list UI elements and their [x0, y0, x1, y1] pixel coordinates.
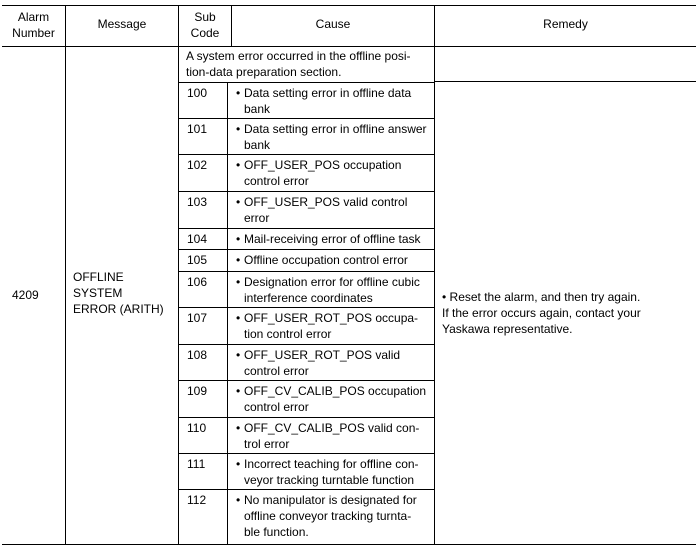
- bullet-icon: •: [236, 348, 241, 362]
- row-divider: [178, 307, 434, 308]
- cause-line: error: [244, 211, 270, 225]
- sub-code: 106: [187, 275, 208, 289]
- remedy-line: • Reset the alarm, and then try again.: [442, 290, 641, 304]
- bullet-icon: •: [236, 275, 241, 289]
- message-line: SYSTEM: [73, 286, 123, 300]
- cause-text: [236, 310, 432, 342]
- row-divider: [178, 380, 434, 381]
- sub-code: 110: [187, 421, 207, 435]
- sub-code: 111: [187, 457, 206, 471]
- cause-line: OFF_CV_CALIB_POS occupation: [244, 384, 427, 398]
- header-sub-code: [179, 9, 231, 41]
- bullet-icon: •: [236, 195, 241, 209]
- row-divider: [178, 191, 434, 192]
- cause-line: Data setting error in offline answer: [244, 122, 427, 136]
- sub-code: 102: [187, 158, 208, 172]
- alarm-message: [73, 269, 164, 317]
- row-divider: [178, 271, 434, 272]
- sub-code: 107: [187, 311, 208, 325]
- sub-code: 100: [187, 86, 208, 100]
- sub-code: 104: [187, 232, 208, 246]
- cause-text: [236, 456, 432, 488]
- cause-line: No manipulator is designated for: [244, 493, 417, 507]
- cause-text: [236, 252, 432, 268]
- remedy-top-divider: [434, 81, 696, 82]
- sub-code: 103: [187, 195, 208, 209]
- cause-text: [236, 420, 432, 452]
- header-alarm-line2: Number: [12, 26, 55, 40]
- cause-intro: [186, 48, 411, 80]
- bullet-icon: •: [236, 421, 241, 435]
- cause-text: [236, 492, 432, 540]
- cause-line: Designation error for offline cubic: [244, 275, 420, 289]
- cause-line: Mail-receiving error of offline task: [244, 232, 421, 246]
- header-remedy: Remedy: [543, 17, 588, 31]
- message-line: ERROR (ARITH): [73, 302, 164, 316]
- cause-text: [236, 85, 432, 117]
- cause-text: [236, 194, 432, 226]
- header-message: Message: [97, 17, 147, 31]
- cause-line: tion control error: [244, 327, 332, 341]
- cause-line: bank: [244, 138, 271, 152]
- cause-line: control error: [244, 400, 309, 414]
- cause-line: offline conveyor tracking turnta-: [244, 509, 412, 523]
- cause-text: [236, 157, 432, 189]
- cause-text: [236, 231, 432, 247]
- header-bottom-border: [2, 46, 696, 47]
- column-divider-alarm: [65, 5, 66, 545]
- cause-line: Incorrect teaching for offline con-: [244, 457, 419, 471]
- bullet-icon: •: [236, 253, 241, 267]
- cause-line: Offline occupation control error: [244, 253, 408, 267]
- sub-code: 112: [187, 493, 207, 507]
- row-divider: [178, 118, 434, 119]
- bullet-icon: •: [236, 86, 241, 100]
- message-line: OFFLINE: [73, 270, 124, 284]
- cause-line: Data setting error in offline data: [244, 86, 412, 100]
- row-divider: [178, 417, 434, 418]
- cause-line: OFF_CV_CALIB_POS valid con-: [244, 421, 420, 435]
- sub-code: 108: [187, 348, 208, 362]
- column-divider-message: [178, 5, 179, 545]
- cause-text: [236, 274, 432, 306]
- row-divider: [178, 344, 434, 345]
- cause-line: OFF_USER_POS occupation: [244, 158, 402, 172]
- header-sub-line1: Sub: [194, 10, 216, 24]
- bullet-icon: •: [236, 384, 241, 398]
- row-divider: [178, 489, 434, 490]
- bullet-icon: •: [236, 158, 241, 172]
- bullet-icon: •: [236, 122, 241, 136]
- cause-line: OFF_USER_ROT_POS valid: [244, 348, 401, 362]
- row-divider: [178, 154, 434, 155]
- bullet-icon: •: [236, 232, 241, 246]
- cause-text: [236, 347, 432, 379]
- remedy-text: [442, 289, 641, 337]
- column-divider-cause: [434, 5, 435, 545]
- cause-line: control error: [244, 174, 309, 188]
- cause-line: OFF_USER_POS valid control: [244, 195, 408, 209]
- cause-line: bank: [244, 102, 271, 116]
- intro-bottom-border: [178, 82, 434, 83]
- remedy-line: Yaskawa representative.: [442, 322, 573, 336]
- bullet-icon: •: [236, 311, 241, 325]
- cause-line: veyor tracking turntable function: [244, 473, 415, 487]
- bullet-icon: •: [236, 457, 241, 471]
- subcode-cause-divider: [227, 82, 228, 544]
- row-divider: [178, 453, 434, 454]
- cause-line: OFF_USER_ROT_POS occupa-: [244, 311, 419, 325]
- cause-text: [236, 121, 432, 153]
- intro-line: A system error occurred in the offline posi-: [186, 49, 411, 63]
- header-sub-line2: Code: [190, 26, 220, 40]
- cause-line: trol error: [244, 437, 290, 451]
- row-divider: [178, 249, 434, 250]
- sub-code: 105: [187, 253, 208, 267]
- table-top-border: [2, 5, 696, 6]
- cause-line: control error: [244, 364, 309, 378]
- cause-line: ble function.: [244, 525, 309, 539]
- sub-code: 109: [187, 384, 208, 398]
- table-bottom-border: [2, 544, 696, 545]
- intro-line: tion-data preparation section.: [186, 65, 342, 79]
- header-cause: Cause: [315, 17, 351, 31]
- cause-line: interference coordinates: [244, 291, 373, 305]
- alarm-table: [2, 5, 696, 545]
- bullet-icon: •: [236, 493, 241, 507]
- remedy-line: If the error occurs again, contact your: [442, 306, 641, 320]
- header-alarm-line1: Alarm: [17, 10, 50, 24]
- header-alarm-number: [2, 9, 65, 41]
- row-divider: [178, 228, 434, 229]
- cause-text: [236, 383, 432, 415]
- sub-code: 101: [187, 122, 208, 136]
- alarm-number: 4209: [12, 288, 39, 302]
